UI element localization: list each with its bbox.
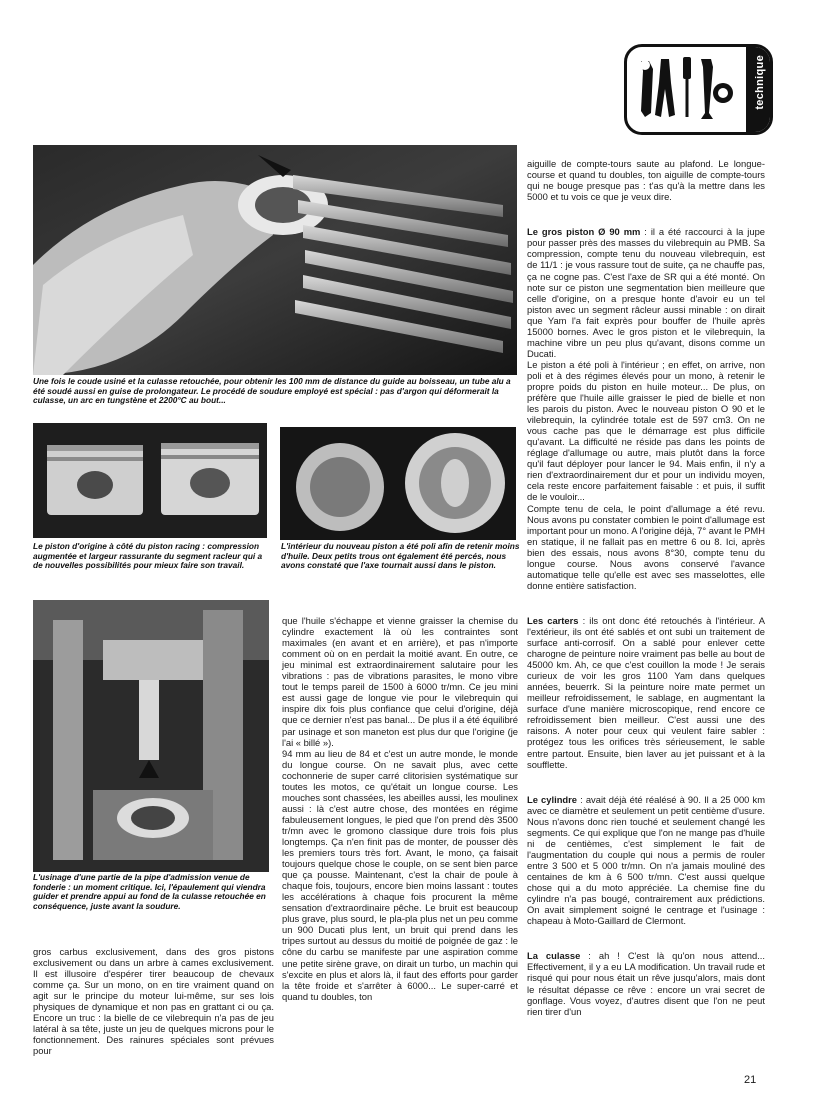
cylinder-head-photo (33, 145, 517, 375)
piston-interior-photo (280, 427, 516, 540)
wrench-icon (640, 60, 653, 117)
caption-pistons: Le piston d'origine à côté du piston racing : compression augmentée et largeur rassurante du segment racleur qui a de nouvelles possibilités pour mieux faire son travail. (33, 541, 263, 571)
screwdriver-icon (683, 57, 691, 117)
heading-piston: Le gros piston Ø 90 mm (527, 226, 641, 238)
paragraph-carters (527, 604, 765, 770)
section-label: technique (754, 55, 766, 110)
caption-top-photo: Une fois le coude usiné et la culasse retouchée, pour obtenir les 100 mm de distance du guide au boisseau, un tube alu a été soudé aussi en guise de prolongateur. Le procédé de soudure employé est spécial : pas d'argon qui déformerait la culasse, un arc en tungstène et 2200°C au bout... (33, 376, 511, 406)
machining-photo (33, 600, 269, 872)
spanner-icon (701, 59, 733, 119)
pistons-comparison-photo (33, 423, 267, 538)
paragraph-intro: aiguille de compte-tours saute au plafond. Le longue-course et quand tu doubles, ton aiguille de compte-tours qui ne bouge presque pas : t'as qu'à la mettre dans les 5000 et tu vois ce que je veux dire. (527, 158, 765, 203)
text-piston: : il a été raccourci à la jupe pour passer près des masses du vilebrequin au PMB. Sa compression, compte tenu du nouveau vilebrequin, est de 11/1 : je vous rassure tout de suite, ça ne chauffe pas, ça ne cogne pas. C'est l'axe de SR qui a été monté. On note sur ce piston une segmentation bien meilleure que celle d'origine, on a presque honte d'avoir eu un tel piston avec un segment râcleur aussi minable : on dirait que Yam l'a fait exprès pour bouffer de l'huile après 15000 bornes. Avec le gros piston et le vilebrequin, la machine vibre un peu plus qu'avant, disons comme un Ducati. Le piston a été poli à l'intérieur ; en effet, on arrive, non poli et à des régimes élevés pour un mono, à retenir le propre poids du piston en huile moteur... De plus, on préfère que l'huile aille graisser le pied de bielle et non les parois du piston. Avec le nouveau piston O 90 et le vilebrequin, la cylindrée totale est de 597 cm3. On ne vous cache pas que le démarrage est plus difficile qu'avant. La difficulté ne réside pas dans les points de réglage d'allumage ou autre, mais plutôt dans la force qu'il faut déployer pour lancer le 94. Mais enfin, il n'y a rien d'extraordinairement dur et pour un individu moyen, cela reste encore parfaitement faisable : et puis, il suffit de le vouloir... Compte tenu de cela, le point d'allumage a été revu. Nous avons pu constater combien le point d'allumage est important pour un mono. A l'origine déjà, 7° avant le PMH en statique, il ne fallait pas en mettre 6 ou 8. Ici, après bien des essais, nous avons 8°30, compte tenu du longue course. Nous avons conservé l'avance automatique telle qu'elle est avec ses masselottes, elle donne entière satisfaction. (527, 226, 766, 591)
text-cylindre: : avait déjà été réalésé à 90. Il a 25 000 km avec ce diamètre et seulement un petit centième d'usure. Nous n'avons donc rien touché et seulement changé les segments. Ce qui explique que l'on ne mange pas d'huile ni de centièmes, c'est simplement le fait de l'augmentation du couple qui nous a permis de rouler entre 3 500 et 5 000 tr/mn. On n'a jamais mouliné des centaines de km à 6 500 tr/mn. C'est aussi quelque chose qui a du moto appréciée. La chemise fine du cylindre n'a pas bougé, contrairement aux prédictions. On avait simplement soigné le centrage et l'usinage : chapeau à Moto-Gaillard de Clermont. (527, 793, 765, 927)
technique-logo (624, 44, 773, 135)
pliers-icon (655, 59, 675, 117)
caption-machining: L'usinage d'une partie de la pipe d'admission venue de fonderie : un moment critique. Ici, l'épaulement qui viendra guider et prendre appui au fond de la culasse retouchée en conséquence, juste avant la soudure. (33, 872, 266, 911)
body-column-left (33, 946, 274, 1056)
text-culasse: : ah ! C'est là qu'on nous attend... Effectivement, il y a eu LA modification. Un travail rude et risqué qui pour nous était un rêve jusqu'alors, mais dont le résultat dépasse ce rêve : encore un vrai secret de gonflage. Vous voyez, d'autres disent que l'on ne peut rien tirer d'un (527, 950, 765, 1017)
heading-culasse: La culasse (527, 950, 581, 962)
original-piston (47, 445, 143, 515)
tools-illustration (631, 53, 739, 123)
racing-piston (161, 443, 259, 515)
caption-interior: L'intérieur du nouveau piston a été poli afin de retenir moins d'huile. Deux petits trous ont également été percés, nous avons constaté que l'axe tournait aussi dans le piston. (281, 541, 520, 571)
paragraph-cylindre (527, 783, 765, 927)
body-column-right (527, 147, 765, 1028)
paragraph: que l'huile s'échappe et vienne graisser la chemise du cylindre exactement là où les contraintes sont maximales (en avant et en arrière), et pas n'importe comment où on en perdait la moitié avant. En outre, ce jeu minimal est extraordinairement salutaire pour les vibrations : pas de vibrations parasites, le mono vibre tout le temps pareil de 1500 à 6000 tr/mn. Ce jeu mini est aussi gage de longue vie pour le vilebrequin qui inspire dix fois plus confiance que celui d'origine, déjà que ce dernier n'est pas banal... De plus il a été équilibré par usinage et son maneton est plus dur que l'origine (je l'ai « billé »). 94 mm au lieu de 84 et c'est un autre monde, le monde du longue course. On ne savait plus, avec cette cochonnerie de super carré clitorisien systématique sur toutes les motos, ce qu'était un longue course. Les mouches sont chassées, les abeilles aussi, les moulinex aussi : là c'est autre chose, des montées en régime fabuleusement longues, le pied que l'on prend dès 3500 tr/mn avec le gromono classique dure trois fois plus longtemps. Ça n'en finit pas de monter, de pousser dès les premiers tours très fort. Avant, le mono, ça faisait toujours quelque chose le couple, on se sent bien parce que ça pousse. Maintenant, c'est la chair de poule à chaque fois, toujours, encore bien moins lassant : toutes les accélérations à chaque fois procurent la même sensation d'extraordinaire pêche. Le bruit est beaucoup plus grave, plus sourd, le pla-pla plus net un peu comme un 900 Ducati plus lent, un bruit qui prend dans les tripes surtout au dessus du moitié de poignée de gaz : le cône du carbu se manifeste par une aspiration comme une petite sirène grave, on dirait un turbo, un machin qui s'excite en plus et alors là, il faut des efforts pour garder la tête froide et s'arrêter à 6000... Le super-carré et quand tu doubles, ton (282, 615, 518, 1002)
body-column-middle (282, 604, 518, 1013)
heading-carters: Les carters (527, 614, 579, 626)
paragraph-piston (527, 215, 765, 591)
paragraph-culasse (527, 939, 765, 1016)
heading-cylindre: Le cylindre (527, 793, 578, 805)
text-carters: : ils ont donc été retouchés à l'intérieur. A l'extérieur, ils ont été sablés et ont subi un traitement de surface anti-corrosif. On a sablé pour enlever cette charogne de peinture noire vraiment pas belle au bout de 45000 km. Ah, ce que c'est couillon la mode ! Je serais curieux de voir les gros 1100 Yam dans quelques années, beuerrk. Si la peinture noire mate permet un meilleur refroidissement, le sablage, en augmentant la surface d'une manière microscopique, rend encore ce refroidissement bien meilleur. C'est aussi une des raisons. A noter pour ceux qui veulent faire sabler : protégez tous les orifices très sérieusement, le sable entre partout. Ensuite, bien laver au jet puissant et à la soufflette. (527, 614, 765, 770)
paragraph: gros carbus exclusivement, dans des gros pistons exclusivement ou dans un arbre à cames exclusivement. Il est illusoire d'espérer tirer beaucoup de chevaux comme ça. Sur un mono, on en tire vraiment quand on agit sur le principe du moteur lui-même, sur ses lois physiques de dynamique et non pas en grattant ci ou ça. Encore un truc : la bielle de ce vilebrequin n'a pas de jeu latéral à sa tête, juste un jeu de quelques microns pour le fonctionnement. Des rainures spéciales sont prévues pour (33, 946, 274, 1057)
page-number: 21 (744, 1074, 757, 1086)
